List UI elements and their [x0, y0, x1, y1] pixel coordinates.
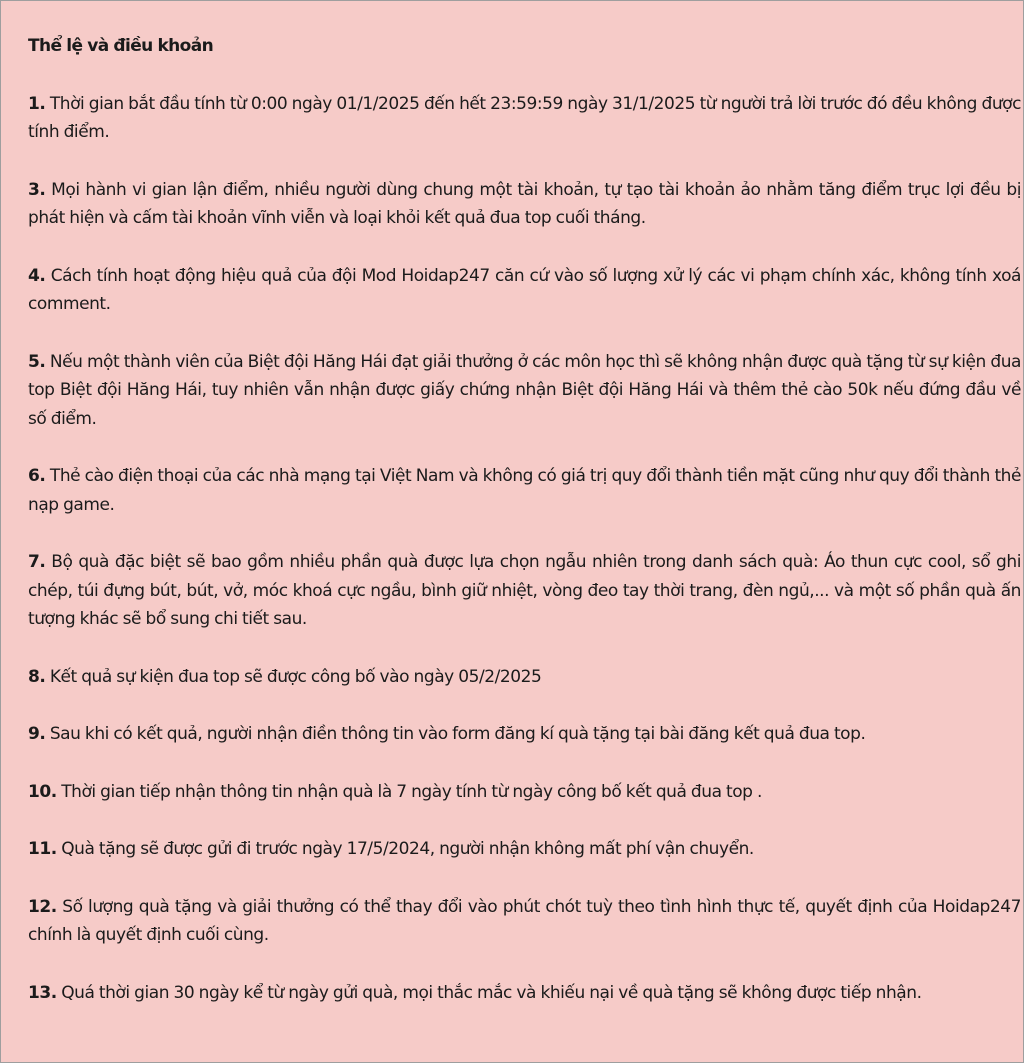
rule-item — [28, 835, 1021, 864]
rule-number: 3. — [28, 179, 46, 200]
rule-item — [28, 462, 1021, 519]
rule-item — [28, 262, 1021, 319]
rule-text: Cách tính hoạt động hiệu quả của đội Mod Hoidap247 căn cứ vào số lượng xử lý các vi phạm chính xác, không tính xoá comment. — [28, 265, 1021, 314]
rule-text: Quá thời gian 30 ngày kể từ ngày gửi quà, mọi thắc mắc và khiếu nại về quà tặng sẽ không được tiếp nhận. — [56, 982, 922, 1003]
rule-text: Mọi hành vi gian lận điểm, nhiều người dùng chung một tài khoản, tự tạo tài khoản ảo nhằm tăng điểm trục lợi đều bị phát hiện và cấm tài khoản vĩnh viễn và loại khỏi kết quả đua top cuối tháng. — [28, 179, 1021, 228]
rule-text: Quà tặng sẽ được gửi đi trước ngày 17/5/2024, người nhận không mất phí vận chuyển. — [56, 839, 754, 859]
rule-number: 1. — [28, 93, 46, 114]
rule-number: 9. — [28, 724, 46, 744]
rule-text: Thời gian tiếp nhận thông tin nhận quà là 7 ngày tính từ ngày công bố kết quả đua top . — [56, 781, 762, 802]
rule-text: Số lượng quà tặng và giải thưởng có thể thay đổi vào phút chót tuỳ theo tình hình thực tế, quyết định của Hoidap247 chính là quyết định cuối cùng. — [28, 896, 1021, 945]
rule-text: Sau khi có kết quả, người nhận điền thông tin vào form đăng kí quà tặng tại bài đăng kết quả đua top. — [45, 724, 866, 744]
rule-number: 6. — [28, 466, 46, 486]
rule-item — [28, 348, 1021, 434]
rule-item — [28, 176, 1021, 233]
terms-content — [28, 32, 1021, 1036]
rule-text: Bộ quà đặc biệt sẽ bao gồm nhiều phần quà được lựa chọn ngẫu nhiên trong danh sách quà: Áo thun cực cool, sổ ghi chép, túi đựng bút, bút, vở, móc khoá cực ngầu, bình giữ nhiệt, vòng đeo tay thời trang, đèn ngủ,... và một số phần quà ấn tượng khác sẽ bổ sung chi tiết sau. — [28, 552, 1021, 629]
rule-item — [28, 720, 1021, 749]
rule-number: 12. — [28, 896, 57, 917]
rule-number: 5. — [28, 351, 46, 372]
rule-item — [28, 778, 1021, 807]
rule-number: 7. — [28, 552, 46, 572]
rule-text: Nếu một thành viên của Biệt đội Hăng Hái đạt giải thưởng ở các môn học thì sẽ không nhận được quà tặng từ sự kiện đua top Biệt đội Hăng Hái, tuy nhiên vẫn nhận được giấy chứng nhận Biệt đội Hăng Hái và thêm thẻ cào 50k nếu đứng đầu về số điểm. — [28, 351, 1021, 429]
rule-item — [28, 548, 1021, 634]
rule-text: Thẻ cào điện thoại của các nhà mạng tại Việt Nam và không có giá trị quy đổi thành tiền mặt cũng như quy đổi thành thẻ nạp game. — [28, 466, 1021, 515]
rule-item — [28, 663, 1021, 692]
rule-text: Thời gian bắt đầu tính từ 0:00 ngày 01/1/2025 đến hết 23:59:59 ngày 31/1/2025 từ người trả lời trước đó đều không được tính điểm. — [28, 93, 1021, 142]
rule-number: 4. — [28, 265, 46, 286]
rule-item — [28, 979, 1021, 1008]
rule-number: 8. — [28, 666, 46, 687]
rule-number: 11. — [28, 839, 57, 859]
rule-item — [28, 90, 1021, 147]
rule-text: Kết quả sự kiện đua top sẽ được công bố vào ngày 05/2/2025 — [45, 666, 542, 687]
rule-number: 13. — [28, 982, 57, 1003]
rule-item — [28, 893, 1021, 950]
terms-title: Thể lệ và điều khoản — [28, 36, 214, 56]
rule-number: 10. — [28, 781, 57, 802]
